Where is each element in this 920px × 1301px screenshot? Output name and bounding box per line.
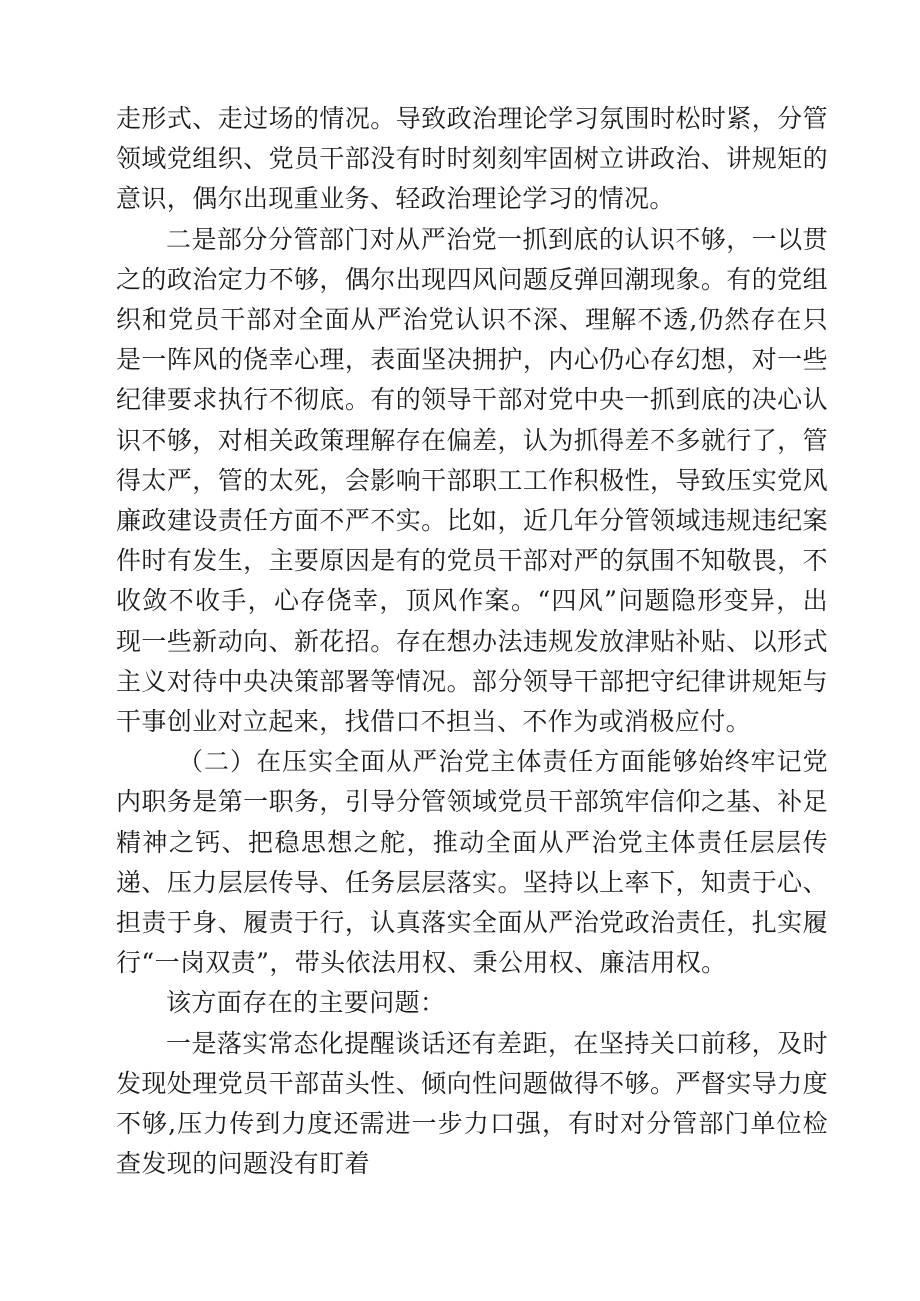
paragraph-point-two: 二是部分分管部门对从严治党一抓到底的认识不够，一以贯之的政治定力不够，偶尔出现四风问题反弹回潮现象。有的党组织和党员干部对全面从严治党认识不深、理解不透,仍然存在只是一阵风的侥幸心理，表面坚决拥护，内心仍心存幻想，对一些纪律要求执行不彻底。有的领导干部对党中央一抓到底的决心认识不够，对相关政策理解存在偏差，认为抓得差不多就行了，管得太严，管的太死，会影响干部职工工作积极性，导致压实党风廉政建设责任方面不严不实。比如，近几年分管领域违规违纪案件时有发生，主要原因是有的党员干部对严的氛围不知敬畏，不收敛不收手，心存侥幸，顶风作案。“四风”问题隐形变异，出现一些新动向、新花招。存在想办法违规发放津贴补贴、以形式主义对待中央决策部署等情况。部分领导干部把守纪律讲规矩与干事创业对立起来，找借口不担当、不作为或消极应付。 bbox=[116, 224, 828, 737]
paragraph-point-one: 一是落实常态化提醒谈话还有差距，在坚持关口前移，及时发现处理党员干部苗头性、倾向性问题做得不够。严督实导力度不够,压力传到力度还需进一步力口强，有时对分管部门单位检查发现的问题没有盯着 bbox=[116, 1028, 828, 1179]
paragraph-problems-heading: 该方面存在的主要问题： bbox=[166, 988, 446, 1018]
paragraph-continuation: 走形式、走过场的情况。导致政治理论学习氛围时松时紧，分管领域党组织、党员干部没有时时刻刻牢固树立讲政治、讲规矩的意识，偶尔出现重业务、轻政治理论学习的情况。 bbox=[116, 104, 828, 214]
document-body bbox=[116, 99, 828, 1184]
paragraph-section-two: （二）在压实全面从严治党主体责任方面能够始终牢记党内职务是第一职务，引导分管领域党员干部筑牢信仰之基、补足精神之钙、把稳思想之舵，推动全面从严治党主体责任层层传递、压力层层传导、任务层层落实。坚持以上率下，知责于心、担责于身、履责于行，认真落实全面从严治党政治责任，扎实履行“一岗双责”，带头依法用权、秉公用权、廉洁用权。 bbox=[116, 747, 828, 978]
